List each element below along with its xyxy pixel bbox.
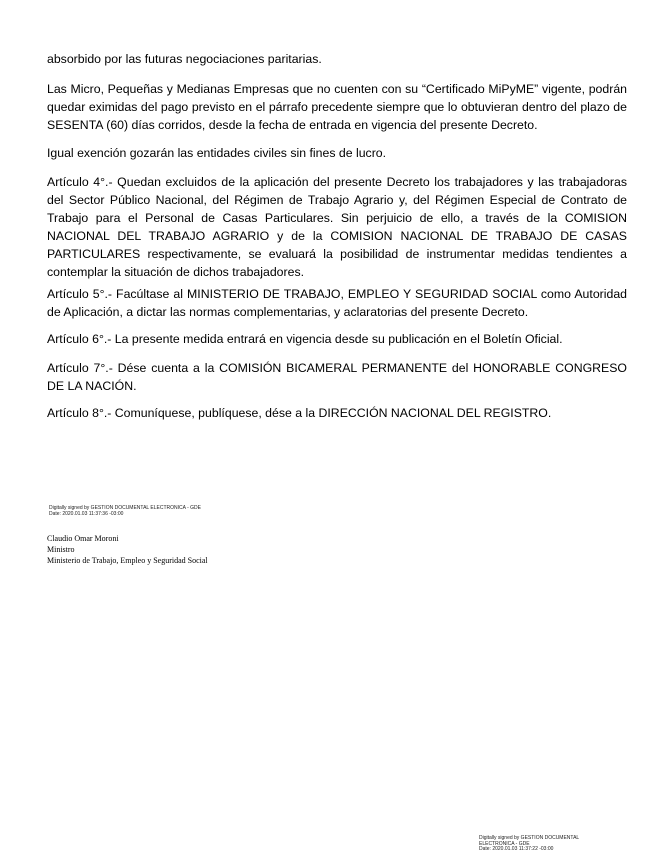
signer-block [47,533,208,566]
signature-date: Date: 2020.01.03 11:37:36 -03:00 [49,510,124,517]
signer-name: Claudio Omar Moroni [47,534,119,543]
paragraph-article-8: Artículo 8°.- Comuníquese, publíquese, dése a la DIRECCIÓN NACIONAL DEL REGISTRO. [47,406,552,420]
signature-signed-by: Digitally signed by GESTION DOCUMENTAL ELECTRONICA - GDE [49,505,201,511]
footer-signature-signed-by-cont: ELECTRONICA - GDE [479,840,530,847]
digital-signature-stamp [49,506,201,517]
paragraph-article-6: Artículo 6°.- La presente medida entrará en vigencia desde su publicación en el Boletín Oficial. [47,332,563,346]
paragraph-article-5: Artículo 5°.- Facúltase al MINISTERIO DE TRABAJO, EMPLEO Y SEGURIDAD SOCIAL como Autoridad de Aplicación, a dictar las normas complementarias, y aclaratorias del presente Decreto. [47,287,627,319]
paragraph-civil-entities: Igual exención gozarán las entidades civiles sin fines de lucro. [47,146,387,160]
footer-signature-signed-by: Digitally signed by GESTION DOCUMENTAL [479,835,580,841]
signer-organization: Ministerio de Trabajo, Empleo y Seguridad Social [47,556,208,565]
paragraph-article-4: Artículo 4°.- Quedan excluidos de la aplicación del presente Decreto los trabajadores y las trabajadoras del Sector Público Nacional, del Régimen de Trabajo Agrario y, del Régimen Especial de Contrato de Trabajo para el Personal de Casas Particulares. Sin perjuicio de ello, a través de la COMISION NACIONAL DEL TRABAJO AGRARIO y de la COMISION NACIONAL DE TRABAJO DE CASAS PARTICULARES respectivamente, se evaluará la posibilidad de instrumentar medidas tendientes a contemplar la situación de dichos trabajadores. [47,175,627,279]
paragraph-article-7: Artículo 7°.- Dése cuenta a la COMISIÓN BICAMERAL PERMANENTE del HONORABLE CONGRESO DE LA NACIÓN. [47,361,627,393]
digital-signature-stamp-footer [479,836,579,853]
paragraph-continuation: absorbido por las futuras negociaciones paritarias. [47,52,322,66]
footer-signature-date: Date: 2020.01.03 11:37:22 -03:00 [479,846,554,852]
signer-title: Ministro [47,545,75,554]
paragraph-mipyme-exemption: Las Micro, Pequeñas y Medianas Empresas que no cuenten con su “Certificado MiPyME” vigente, podrán quedar eximidas del pago previsto en el párrafo precedente siempre que lo obtuvieran dentro del plazo de SESENTA (60) días corridos, desde la fecha de entrada en vigencia del presente Decreto. [47,82,627,132]
